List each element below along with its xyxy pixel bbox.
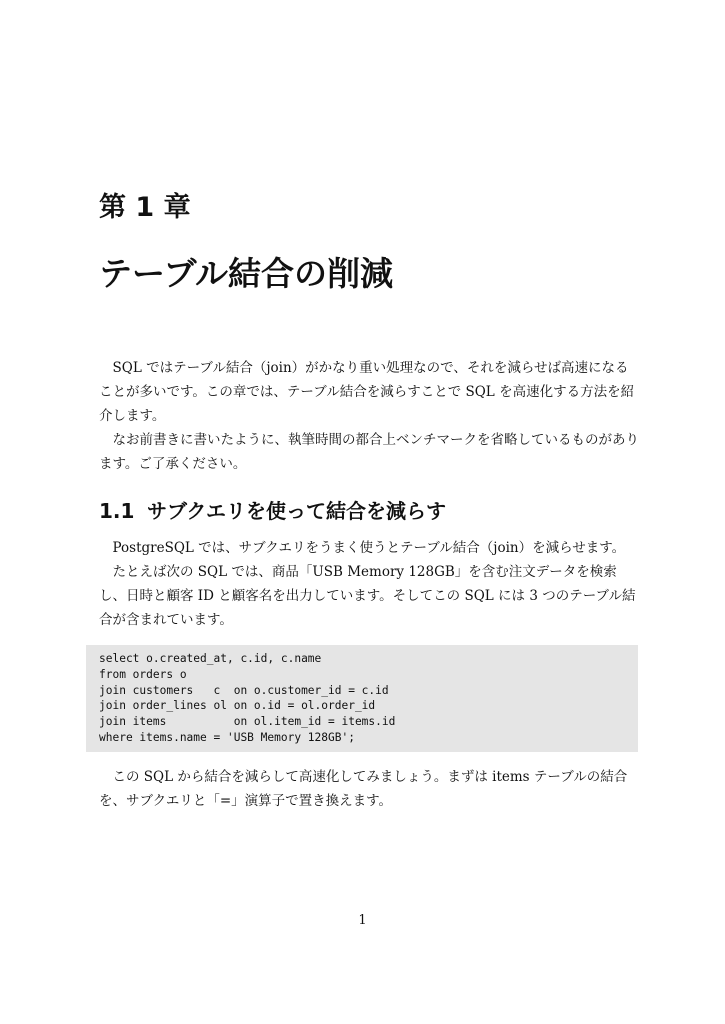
code-line: from orders o — [99, 667, 187, 681]
code-line: join items on ol.item_id = items.id — [99, 715, 396, 729]
chapter-title: テーブル結合の削減 — [99, 254, 394, 293]
section-text — [99, 536, 639, 632]
code-line: join customers c on o.customer_id = c.id — [99, 683, 389, 697]
section-paragraph-1: PostgreSQL では、サブクエリをうまく使うとテーブル結合（join）を減らせます。 — [112, 540, 626, 556]
chapter-label: 第 1 章 — [99, 192, 191, 223]
section-title: サブクエリを使って結合を減らす — [147, 499, 446, 523]
code-block — [86, 645, 638, 752]
intro-paragraph-2: なお前書きに書いたように、執筆時間の都合上ベンチマークを省略しているものがあります。ご了承ください。 — [99, 432, 639, 472]
code-line: join order_lines ol on o.id = ol.order_id — [99, 699, 376, 713]
after-code-paragraph: この SQL から結合を減らして高速化してみましょう。まずは items テーブルの結合を、サブクエリと「=」演算子で置き換えます。 — [99, 769, 628, 809]
section-number: 1.1 — [99, 499, 135, 523]
intro-text — [99, 356, 639, 476]
section-heading — [99, 497, 446, 525]
code-line: where items.name = 'USB Memory 128GB'; — [99, 730, 355, 744]
page-number: 1 — [358, 913, 367, 928]
code-line: select o.created_at, c.id, c.name — [99, 652, 322, 665]
section-paragraph-2: たとえば次の SQL では、商品「USB Memory 128GB」を含む注文データを検索し、日時と顧客 ID と顧客名を出力しています。そしてこの SQL には 3 つのテーブル結合が含まれています。 — [99, 564, 636, 628]
after-code-text — [99, 765, 639, 813]
intro-paragraph-1: SQL ではテーブル結合（join）がかなり重い処理なので、それを減らせば高速になることが多いです。この章では、テーブル結合を減らすことで SQL を高速化する方法を紹介します。 — [99, 360, 635, 424]
